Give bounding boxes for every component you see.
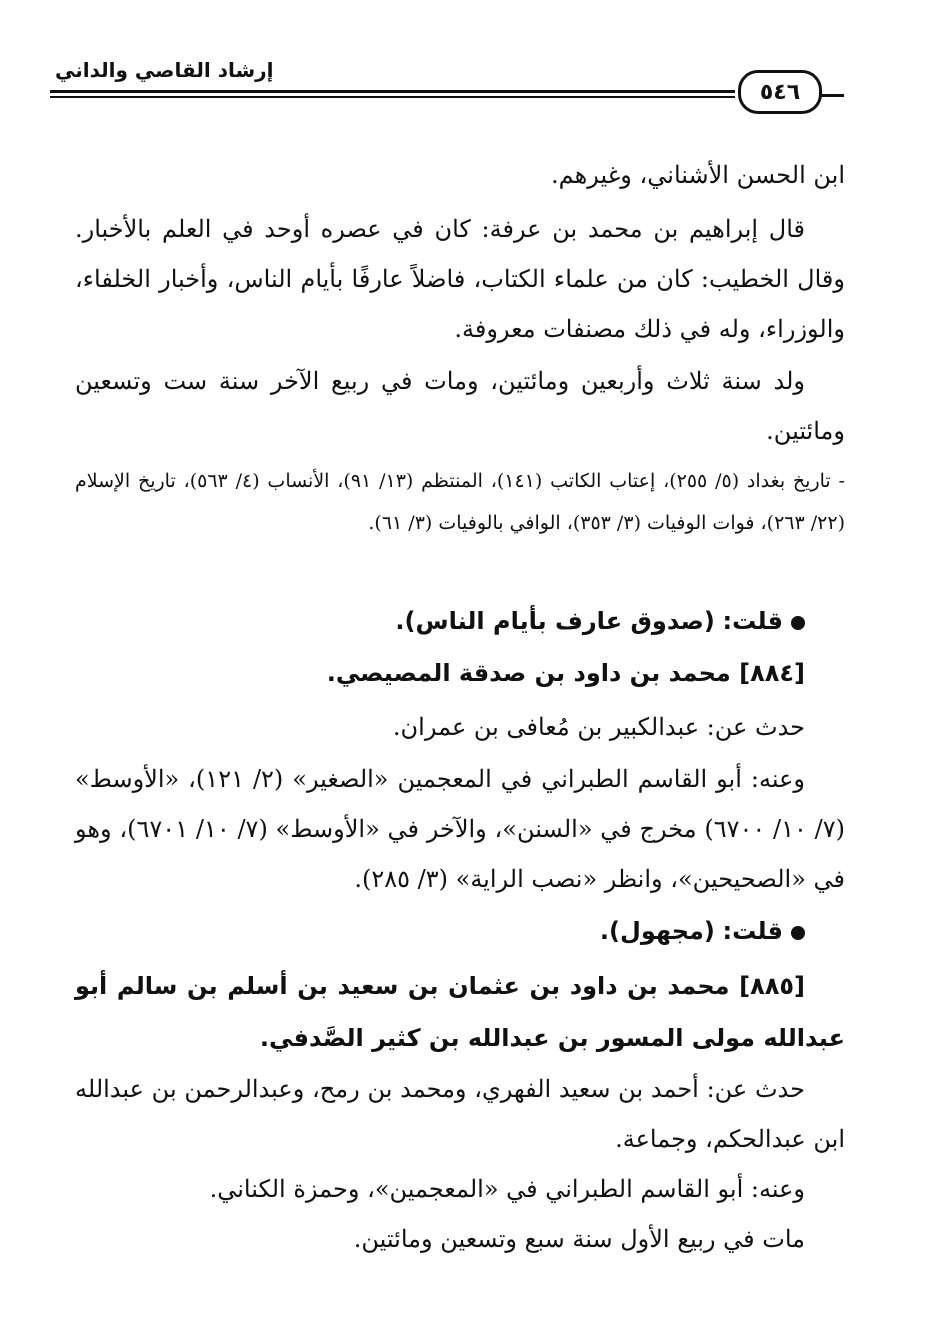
entry-heading-884: [٨٨٤] محمد بن داود بن صدقة المصيصي. <box>326 659 805 687</box>
header-rule-thin <box>50 96 735 98</box>
entry-885-death: مات في ربيع الأول سنة سبع وتسعين ومائتين. <box>353 1225 805 1253</box>
verdict-text: (مجهول). <box>599 917 715 945</box>
verdict-label: قلت: <box>722 917 783 945</box>
entry-885-narrators: وعنه: أبو القاسم الطبراني في «المعجمين»، وحمزة الكناني. <box>209 1175 805 1203</box>
paragraph-continuation: ابن الحسن الأشناني، وغيرهم. <box>551 161 845 189</box>
running-header-title: إرشاد القاصي والداني <box>55 58 274 82</box>
verdict-label: قلت: <box>722 607 783 635</box>
page-number-notch <box>820 94 844 97</box>
footnote-references: - تاريخ بغداد (٥/ ٢٥٥)، إعتاب الكاتب (١٤١)، المنتظم (١٣/ ٩١)، الأنساب (٤/ ٥٦٣)، تاريخ الإسلام (٢٢/ ٢٦٣)، فوات الوفيات (٣/ ٣٥٣)، الوافي بالوفيات (٣/ ٦١). <box>75 470 845 534</box>
entry-884-teachers: حدث عن: عبدالكبير بن مُعافى بن عمران. <box>392 713 805 741</box>
verdict-text: (صدوق عارف بأيام الناس). <box>395 607 715 635</box>
entry-884-narrators: وعنه: أبو القاسم الطبراني في المعجمين «الصغير» (٢/ ١٢١)، «الأوسط» (٧/ ١٠/ ٦٧٠٠) مخرج في «السنن»، والآخر في «الأوسط» (٧/ ١٠/ ٦٧٠١)، وهو في «الصحيحين»، وانظر «نصب الراية» (٣/ ٢٨٥). <box>75 765 846 893</box>
page-number: ٥٤٦ <box>738 70 822 114</box>
paragraph-birth-death: ولد سنة ثلاث وأربعين ومائتين، ومات في ربيع الآخر سنة ست وتسعين ومائتين. <box>75 367 845 445</box>
bullet-icon <box>791 926 805 940</box>
entry-heading-885: [٨٨٥] محمد بن داود بن عثمان بن سعيد بن أسلم بن سالم أبو عبدالله مولى المسور بن عبدالله بن كثير الصَّدفي. <box>75 972 845 1052</box>
verdict-paragraph-2 <box>75 906 845 956</box>
header-rule <box>50 90 735 93</box>
entry-885-teachers: حدث عن: أحمد بن سعيد الفهري، ومحمد بن رمح، وعبدالرحمن بن عبدالله ابن عبدالحكم، وجماعة. <box>75 1075 845 1153</box>
bullet-icon <box>791 616 805 630</box>
verdict-paragraph <box>75 596 845 646</box>
paragraph-biography: قال إبراهيم بن محمد بن عرفة: كان في عصره أوحد في العلم بالأخبار. وقال الخطيب: كان من علماء الكتاب، فاضلاً عارفًا بأيام الناس، وأخبار الخلفاء، والوزراء، وله في ذلك مصنفات معروفة. <box>75 215 845 343</box>
